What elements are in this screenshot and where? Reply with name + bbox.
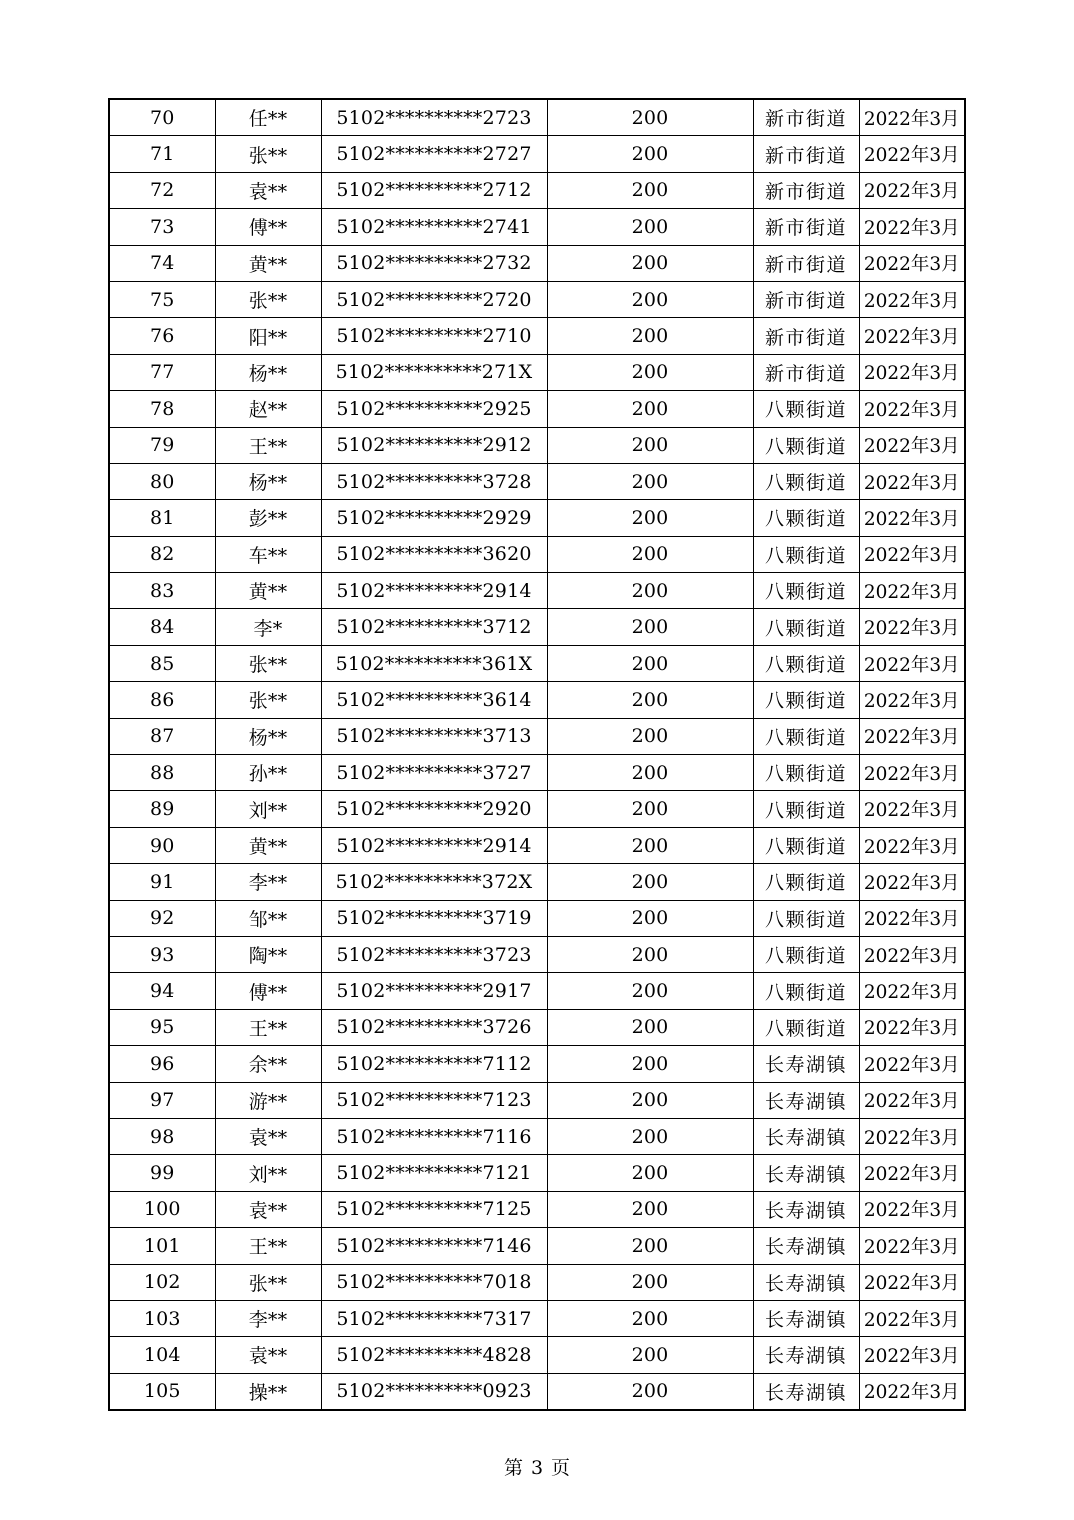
cell-date: 2022年3月	[859, 463, 965, 499]
cell-number: 89	[109, 791, 215, 827]
cell-amount: 200	[547, 864, 753, 900]
cell-number: 105	[109, 1373, 215, 1410]
cell-id-number: 5102**********2741	[321, 209, 547, 245]
table-row	[109, 1155, 965, 1191]
cell-area: 新市街道	[753, 99, 859, 136]
cell-date: 2022年3月	[859, 1264, 965, 1300]
cell-number: 101	[109, 1228, 215, 1264]
cell-id-number: 5102**********7018	[321, 1264, 547, 1300]
cell-date: 2022年3月	[859, 1155, 965, 1191]
cell-date: 2022年3月	[859, 718, 965, 754]
cell-area: 八颗街道	[753, 936, 859, 972]
cell-id-number: 5102**********7125	[321, 1191, 547, 1227]
table-row	[109, 1337, 965, 1373]
table-row	[109, 936, 965, 972]
cell-id-number: 5102**********361X	[321, 645, 547, 681]
cell-date: 2022年3月	[859, 1373, 965, 1410]
cell-id-number: 5102**********2720	[321, 281, 547, 317]
table-row	[109, 1264, 965, 1300]
table-row	[109, 1228, 965, 1264]
cell-area: 长寿湖镇	[753, 1228, 859, 1264]
cell-date: 2022年3月	[859, 1191, 965, 1227]
cell-date: 2022年3月	[859, 936, 965, 972]
cell-area: 新市街道	[753, 318, 859, 354]
table-row	[109, 973, 965, 1009]
cell-id-number: 5102**********7112	[321, 1046, 547, 1082]
cell-name: 孙**	[215, 755, 321, 791]
table-row	[109, 1009, 965, 1045]
cell-date: 2022年3月	[859, 1228, 965, 1264]
cell-amount: 200	[547, 172, 753, 208]
cell-amount: 200	[547, 354, 753, 390]
cell-amount: 200	[547, 1228, 753, 1264]
cell-number: 100	[109, 1191, 215, 1227]
cell-amount: 200	[547, 1118, 753, 1154]
table-row	[109, 609, 965, 645]
cell-area: 八颗街道	[753, 864, 859, 900]
cell-id-number: 5102**********2929	[321, 500, 547, 536]
table-row	[109, 463, 965, 499]
cell-name: 黄**	[215, 827, 321, 863]
cell-date: 2022年3月	[859, 1009, 965, 1045]
footer-suffix: 页	[551, 1457, 571, 1479]
table-row	[109, 245, 965, 281]
cell-id-number: 5102**********3719	[321, 900, 547, 936]
cell-amount: 200	[547, 1300, 753, 1336]
cell-id-number: 5102**********3726	[321, 1009, 547, 1045]
cell-amount: 200	[547, 718, 753, 754]
cell-number: 77	[109, 354, 215, 390]
cell-amount: 200	[547, 391, 753, 427]
table-row	[109, 827, 965, 863]
cell-id-number: 5102**********2712	[321, 172, 547, 208]
cell-id-number: 5102**********372X	[321, 864, 547, 900]
cell-amount: 200	[547, 209, 753, 245]
cell-area: 长寿湖镇	[753, 1191, 859, 1227]
cell-name: 杨**	[215, 718, 321, 754]
cell-area: 八颗街道	[753, 645, 859, 681]
table-row	[109, 172, 965, 208]
cell-number: 71	[109, 136, 215, 172]
cell-date: 2022年3月	[859, 136, 965, 172]
cell-number: 86	[109, 682, 215, 718]
cell-area: 长寿湖镇	[753, 1300, 859, 1336]
cell-date: 2022年3月	[859, 645, 965, 681]
cell-name: 王**	[215, 1228, 321, 1264]
cell-name: 傅**	[215, 973, 321, 1009]
cell-number: 91	[109, 864, 215, 900]
cell-id-number: 5102**********3614	[321, 682, 547, 718]
cell-id-number: 5102**********2920	[321, 791, 547, 827]
cell-date: 2022年3月	[859, 1337, 965, 1373]
cell-name: 袁**	[215, 1337, 321, 1373]
cell-date: 2022年3月	[859, 1046, 965, 1082]
cell-id-number: 5102**********7121	[321, 1155, 547, 1191]
cell-date: 2022年3月	[859, 99, 965, 136]
cell-name: 余**	[215, 1046, 321, 1082]
cell-area: 八颗街道	[753, 427, 859, 463]
cell-number: 98	[109, 1118, 215, 1154]
cell-id-number: 5102**********2925	[321, 391, 547, 427]
table-row	[109, 536, 965, 572]
cell-date: 2022年3月	[859, 245, 965, 281]
cell-name: 张**	[215, 682, 321, 718]
cell-date: 2022年3月	[859, 827, 965, 863]
table-row	[109, 1118, 965, 1154]
cell-number: 78	[109, 391, 215, 427]
cell-number: 75	[109, 281, 215, 317]
cell-id-number: 5102**********2723	[321, 99, 547, 136]
cell-number: 102	[109, 1264, 215, 1300]
cell-number: 90	[109, 827, 215, 863]
cell-amount: 200	[547, 936, 753, 972]
table-row	[109, 682, 965, 718]
cell-name: 傅**	[215, 209, 321, 245]
cell-date: 2022年3月	[859, 864, 965, 900]
cell-amount: 200	[547, 318, 753, 354]
cell-name: 刘**	[215, 791, 321, 827]
cell-number: 76	[109, 318, 215, 354]
cell-amount: 200	[547, 427, 753, 463]
cell-date: 2022年3月	[859, 281, 965, 317]
cell-number: 85	[109, 645, 215, 681]
cell-amount: 200	[547, 1191, 753, 1227]
cell-name: 李**	[215, 864, 321, 900]
table-row	[109, 864, 965, 900]
table-row	[109, 354, 965, 390]
table-row	[109, 281, 965, 317]
cell-id-number: 5102**********2912	[321, 427, 547, 463]
cell-area: 长寿湖镇	[753, 1118, 859, 1154]
page-footer	[0, 1453, 1074, 1480]
cell-area: 新市街道	[753, 354, 859, 390]
table-row	[109, 1191, 965, 1227]
cell-area: 长寿湖镇	[753, 1264, 859, 1300]
cell-name: 车**	[215, 536, 321, 572]
cell-area: 长寿湖镇	[753, 1155, 859, 1191]
cell-name: 刘**	[215, 1155, 321, 1191]
table-row	[109, 1300, 965, 1336]
cell-name: 袁**	[215, 1118, 321, 1154]
cell-id-number: 5102**********2727	[321, 136, 547, 172]
cell-area: 新市街道	[753, 245, 859, 281]
table-row	[109, 900, 965, 936]
cell-number: 95	[109, 1009, 215, 1045]
cell-amount: 200	[547, 645, 753, 681]
cell-area: 长寿湖镇	[753, 1337, 859, 1373]
cell-number: 103	[109, 1300, 215, 1336]
cell-amount: 200	[547, 99, 753, 136]
table-row	[109, 500, 965, 536]
cell-area: 八颗街道	[753, 391, 859, 427]
cell-name: 张**	[215, 281, 321, 317]
cell-number: 81	[109, 500, 215, 536]
cell-date: 2022年3月	[859, 1118, 965, 1154]
cell-name: 张**	[215, 1264, 321, 1300]
cell-name: 袁**	[215, 1191, 321, 1227]
cell-id-number: 5102**********2914	[321, 827, 547, 863]
cell-area: 八颗街道	[753, 900, 859, 936]
cell-amount: 200	[547, 1373, 753, 1410]
cell-area: 长寿湖镇	[753, 1082, 859, 1118]
cell-amount: 200	[547, 1155, 753, 1191]
cell-id-number: 5102**********2917	[321, 973, 547, 1009]
cell-id-number: 5102**********2710	[321, 318, 547, 354]
cell-amount: 200	[547, 245, 753, 281]
table-row	[109, 136, 965, 172]
cell-date: 2022年3月	[859, 354, 965, 390]
cell-date: 2022年3月	[859, 536, 965, 572]
table-row	[109, 318, 965, 354]
cell-name: 邹**	[215, 900, 321, 936]
table-row	[109, 755, 965, 791]
cell-id-number: 5102**********4828	[321, 1337, 547, 1373]
cell-amount: 200	[547, 1337, 753, 1373]
page-number: 3	[530, 1457, 544, 1479]
cell-number: 99	[109, 1155, 215, 1191]
cell-date: 2022年3月	[859, 900, 965, 936]
cell-number: 94	[109, 973, 215, 1009]
cell-number: 93	[109, 936, 215, 972]
cell-number: 97	[109, 1082, 215, 1118]
cell-date: 2022年3月	[859, 1300, 965, 1336]
cell-number: 82	[109, 536, 215, 572]
cell-name: 任**	[215, 99, 321, 136]
cell-date: 2022年3月	[859, 1082, 965, 1118]
cell-id-number: 5102**********3712	[321, 609, 547, 645]
cell-id-number: 5102**********7146	[321, 1228, 547, 1264]
footer-prefix: 第	[503, 1457, 523, 1479]
table-row	[109, 99, 965, 136]
cell-amount: 200	[547, 281, 753, 317]
cell-number: 87	[109, 718, 215, 754]
cell-name: 李**	[215, 1300, 321, 1336]
table-row	[109, 427, 965, 463]
cell-number: 73	[109, 209, 215, 245]
cell-name: 张**	[215, 136, 321, 172]
cell-area: 八颗街道	[753, 682, 859, 718]
cell-date: 2022年3月	[859, 318, 965, 354]
table-row	[109, 209, 965, 245]
cell-date: 2022年3月	[859, 755, 965, 791]
table-row	[109, 645, 965, 681]
cell-amount: 200	[547, 827, 753, 863]
cell-number: 92	[109, 900, 215, 936]
cell-amount: 200	[547, 609, 753, 645]
cell-area: 八颗街道	[753, 718, 859, 754]
cell-id-number: 5102**********3723	[321, 936, 547, 972]
cell-amount: 200	[547, 463, 753, 499]
table-row	[109, 1082, 965, 1118]
cell-amount: 200	[547, 500, 753, 536]
cell-amount: 200	[547, 536, 753, 572]
cell-area: 八颗街道	[753, 791, 859, 827]
cell-name: 陶**	[215, 936, 321, 972]
cell-amount: 200	[547, 1082, 753, 1118]
cell-number: 80	[109, 463, 215, 499]
cell-number: 96	[109, 1046, 215, 1082]
cell-name: 张**	[215, 645, 321, 681]
table-row	[109, 1373, 965, 1410]
cell-name: 操**	[215, 1373, 321, 1410]
cell-id-number: 5102**********3713	[321, 718, 547, 754]
cell-name: 王**	[215, 1009, 321, 1045]
cell-id-number: 5102**********7123	[321, 1082, 547, 1118]
cell-area: 八颗街道	[753, 609, 859, 645]
cell-id-number: 5102**********3728	[321, 463, 547, 499]
cell-amount: 200	[547, 1264, 753, 1300]
cell-amount: 200	[547, 1009, 753, 1045]
cell-date: 2022年3月	[859, 573, 965, 609]
table-row	[109, 1046, 965, 1082]
cell-area: 新市街道	[753, 172, 859, 208]
cell-name: 王**	[215, 427, 321, 463]
cell-area: 八颗街道	[753, 827, 859, 863]
cell-name: 杨**	[215, 463, 321, 499]
cell-number: 84	[109, 609, 215, 645]
cell-name: 黄**	[215, 245, 321, 281]
cell-amount: 200	[547, 573, 753, 609]
cell-name: 赵**	[215, 391, 321, 427]
cell-area: 新市街道	[753, 136, 859, 172]
cell-amount: 200	[547, 1046, 753, 1082]
cell-number: 104	[109, 1337, 215, 1373]
cell-amount: 200	[547, 791, 753, 827]
records-table-body	[109, 99, 965, 1410]
cell-name: 阳**	[215, 318, 321, 354]
cell-id-number: 5102**********0923	[321, 1373, 547, 1410]
cell-area: 新市街道	[753, 209, 859, 245]
cell-date: 2022年3月	[859, 209, 965, 245]
cell-number: 83	[109, 573, 215, 609]
cell-area: 长寿湖镇	[753, 1373, 859, 1410]
cell-area: 八颗街道	[753, 755, 859, 791]
cell-area: 八颗街道	[753, 463, 859, 499]
cell-area: 八颗街道	[753, 573, 859, 609]
cell-area: 八颗街道	[753, 500, 859, 536]
table-row	[109, 718, 965, 754]
cell-id-number: 5102**********271X	[321, 354, 547, 390]
cell-name: 彭**	[215, 500, 321, 536]
cell-name: 袁**	[215, 172, 321, 208]
cell-id-number: 5102**********7317	[321, 1300, 547, 1336]
cell-id-number: 5102**********2732	[321, 245, 547, 281]
cell-date: 2022年3月	[859, 500, 965, 536]
table-row	[109, 573, 965, 609]
cell-name: 杨**	[215, 354, 321, 390]
cell-name: 游**	[215, 1082, 321, 1118]
cell-area: 新市街道	[753, 281, 859, 317]
cell-date: 2022年3月	[859, 682, 965, 718]
cell-number: 72	[109, 172, 215, 208]
cell-date: 2022年3月	[859, 609, 965, 645]
cell-area: 长寿湖镇	[753, 1046, 859, 1082]
table-row	[109, 391, 965, 427]
cell-date: 2022年3月	[859, 172, 965, 208]
cell-area: 八颗街道	[753, 536, 859, 572]
cell-amount: 200	[547, 900, 753, 936]
cell-id-number: 5102**********3620	[321, 536, 547, 572]
cell-number: 79	[109, 427, 215, 463]
cell-name: 李*	[215, 609, 321, 645]
cell-date: 2022年3月	[859, 427, 965, 463]
cell-id-number: 5102**********3727	[321, 755, 547, 791]
cell-area: 八颗街道	[753, 973, 859, 1009]
cell-amount: 200	[547, 755, 753, 791]
table-row	[109, 791, 965, 827]
cell-name: 黄**	[215, 573, 321, 609]
cell-amount: 200	[547, 973, 753, 1009]
cell-number: 70	[109, 99, 215, 136]
cell-amount: 200	[547, 682, 753, 718]
cell-amount: 200	[547, 136, 753, 172]
records-table	[108, 98, 966, 1411]
cell-date: 2022年3月	[859, 391, 965, 427]
cell-number: 74	[109, 245, 215, 281]
cell-area: 八颗街道	[753, 1009, 859, 1045]
cell-number: 88	[109, 755, 215, 791]
cell-id-number: 5102**********7116	[321, 1118, 547, 1154]
cell-id-number: 5102**********2914	[321, 573, 547, 609]
cell-date: 2022年3月	[859, 973, 965, 1009]
cell-date: 2022年3月	[859, 791, 965, 827]
